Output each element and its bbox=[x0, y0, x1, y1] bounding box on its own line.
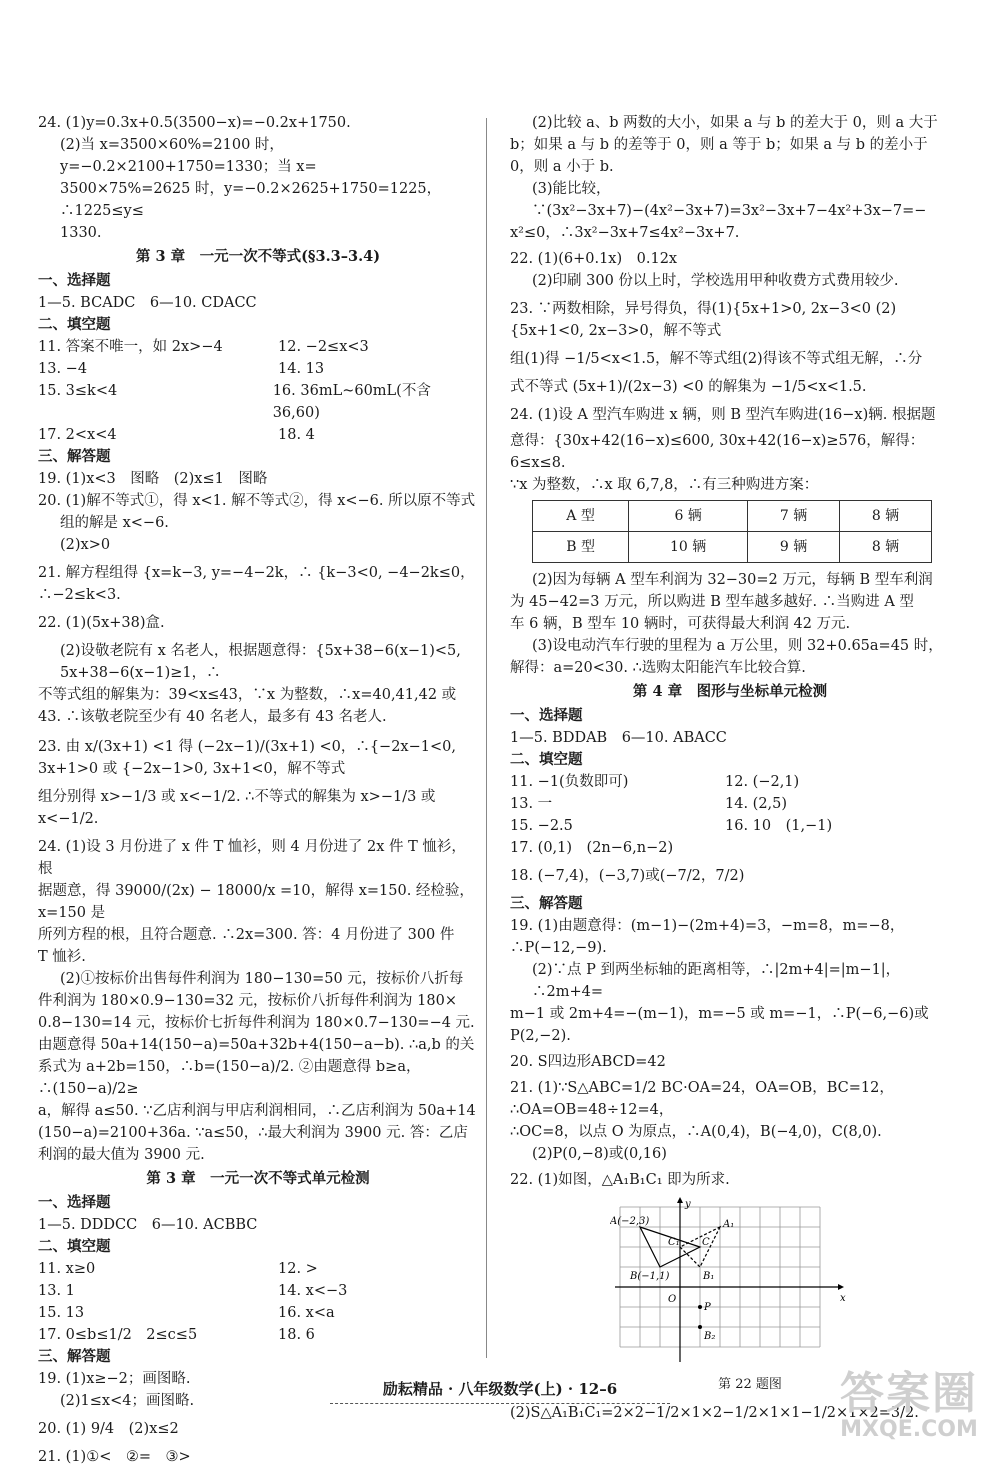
table-row bbox=[533, 532, 932, 563]
answer-line: x²≤0，∴3x²−3x+7≤4x²−3x+7. bbox=[510, 225, 740, 241]
section-heading: 三、解答题 bbox=[38, 448, 111, 465]
chapter-title: 第 3 章 一元一次不等式单元检测 bbox=[146, 1170, 370, 1187]
fill-answer: 13. 一 bbox=[510, 796, 553, 812]
answer-line: 18. (−7,4)，(−3,7)或(−7/2，7/2) bbox=[510, 868, 745, 884]
watermark-logo: 答案圈 bbox=[840, 1368, 978, 1419]
chapter-title: 第 3 章 一元一次不等式(§3.3–3.4) bbox=[135, 248, 381, 265]
fill-answer: 13. 1 bbox=[38, 1283, 75, 1299]
fill-answer: 17. 0≤b≤1/2 2≤c≤5 bbox=[38, 1327, 198, 1343]
table-cell: 8 辆 bbox=[840, 532, 932, 563]
answer-line: 22. (1)(5x+38)盒. bbox=[38, 615, 165, 631]
answer-line: 利润的最大值为 3900 元. bbox=[38, 1147, 205, 1163]
answer-line: 22. (1)(6+0.1x) 0.12x bbox=[510, 251, 678, 267]
answer-line: 21. (1)①< ②= ③> bbox=[38, 1449, 191, 1465]
point-b2-label: B₂ bbox=[704, 1331, 716, 1342]
answer-line: 1330. bbox=[60, 225, 102, 241]
fill-answer: 11. −1(负数即可) bbox=[510, 774, 629, 790]
answer-line: 组(1)得 −1/5<x<1.5，解不等式组(2)得该不等式组无解，∴分 bbox=[510, 351, 923, 367]
answer-line: 24. (1)设 A 型汽车购进 x 辆，则 B 型汽车购进(16−x)辆. 根据题 bbox=[510, 407, 936, 423]
figure-22 bbox=[610, 1197, 950, 1396]
answer-line: 车 6 辆，B 型车 10 辆时，可获得最大利润 42 万元. bbox=[510, 616, 851, 632]
answer-line: (2)S△A₁B₁C₁=2×2−1/2×1×2−1/2×1×1−1/2×1×2=3/2. bbox=[510, 1405, 919, 1421]
fill-row bbox=[38, 336, 478, 358]
table-cell: A 型 bbox=[533, 501, 629, 532]
fill-answer: 14. (2,5) bbox=[725, 796, 788, 812]
chapter-title: 第 4 章 图形与坐标单元检测 bbox=[632, 683, 828, 700]
answer-line: 件利润为 180×0.9−130=32 元，按标价八折每件利润为 180× bbox=[38, 993, 457, 1009]
point-p bbox=[698, 1305, 702, 1309]
answer-line: (2)印刷 300 份以上时，学校选用甲种收费方式费用较少. bbox=[532, 273, 899, 289]
answer-line: 20. S四边形ABCD=42 bbox=[510, 1054, 666, 1070]
fill-answer: 15. 3≤k<4 bbox=[38, 383, 118, 399]
fill-row bbox=[510, 771, 950, 793]
fill-answer: 16. x<a bbox=[278, 1305, 335, 1321]
answer-line: a，解得 a≤50. ∵乙店利润与甲店利润相同，∴乙店利润为 50a+14 bbox=[38, 1103, 476, 1119]
answer-line: (2)因为每辆 A 型车利润为 32−30=2 万元，每辆 B 型车利润 bbox=[532, 572, 933, 588]
watermark bbox=[840, 1369, 978, 1441]
answer-line: 1—5. BDDAB 6—10. ABACC bbox=[510, 730, 727, 746]
answer-line: (3)能比较，∵(3x²−3x+7)−(4x²−3x+7)=3x²−3x+7−4x²+3x−7=− bbox=[532, 181, 927, 219]
answer-line: 17. (0,1) (2n−6,n−2) bbox=[510, 840, 674, 856]
answer-line: (2)比较 a、b 两数的大小，如果 a 与 b 的差大于 0，则 a 大于 bbox=[532, 115, 938, 131]
section-heading: 二、填空题 bbox=[510, 751, 583, 768]
section-heading: 一、选择题 bbox=[510, 707, 583, 724]
answer-line: (2)①按标价出售每件利润为 180−130=50 元，按标价八折每 bbox=[60, 971, 464, 987]
fill-answer: 15. 13 bbox=[38, 1305, 85, 1321]
answer-line: 0，则 a 小于 b. bbox=[510, 159, 614, 175]
point-c1-label: C₁ bbox=[668, 1237, 680, 1248]
fill-answer: 17. 2<x<4 bbox=[38, 427, 117, 443]
column-divider bbox=[486, 118, 487, 1358]
x-axis-label: x bbox=[840, 1293, 846, 1304]
fill-answer: 15. −2.5 bbox=[510, 818, 573, 834]
fill-row bbox=[38, 1280, 478, 1302]
table-cell: B 型 bbox=[533, 532, 629, 563]
fill-answer: 18. 6 bbox=[278, 1327, 315, 1343]
answer-line: 20. (1)解不等式①，得 x<1. 解不等式②，得 x<−6. 所以原不等式 bbox=[38, 493, 476, 509]
x-axis-arrow bbox=[838, 1284, 844, 1290]
answer-line: 22. (1)如图，△A₁B₁C₁ 即为所求. bbox=[510, 1172, 730, 1188]
section-heading: 三、解答题 bbox=[510, 895, 583, 912]
answer-line: 解得：a=20<30. ∴选购太阳能汽车比较合算. bbox=[510, 660, 806, 676]
answer-line: 21. (1)∵S△ABC=1/2 BC·OA=24，OA=OB，BC=12，∴OA=OB=48÷12=4， bbox=[510, 1080, 894, 1118]
y-axis-arrow bbox=[677, 1197, 683, 1203]
answer-line: (2)x>0 bbox=[60, 537, 111, 553]
fill-answer: 13. −4 bbox=[38, 361, 88, 377]
page-footer: 励耘精品 · 八年级数学(上) · 12–6 bbox=[382, 1380, 618, 1398]
table-row bbox=[533, 501, 932, 532]
fill-answer: 11. 答案不唯一，如 2x>−4 bbox=[38, 339, 223, 355]
footer-rule bbox=[330, 1403, 670, 1404]
fill-answer: 12. −2≤x<3 bbox=[278, 339, 369, 355]
left-column bbox=[38, 112, 478, 1468]
point-a1-label: A₁ bbox=[723, 1219, 735, 1230]
answer-line: 3500×75%=2625 时，y=−0.2×2625+1750=1225，∴1225≤y≤ bbox=[60, 181, 442, 219]
fill-row bbox=[510, 815, 950, 837]
answer-line: (2)∵点 P 到两坐标轴的距离相等，∴|2m+4|=|m−1|，∴2m+4= bbox=[532, 962, 901, 1000]
table-cell: 10 辆 bbox=[629, 532, 748, 563]
section-heading: 二、填空题 bbox=[38, 316, 111, 333]
table-cell: 9 辆 bbox=[748, 532, 840, 563]
fill-row bbox=[38, 380, 478, 424]
answer-line: 组的解是 x<−6. bbox=[60, 515, 169, 531]
fill-answer: 16. 36mL~60mL(不含 36,60) bbox=[272, 383, 431, 421]
section-heading: 一、选择题 bbox=[38, 272, 111, 289]
answer-line: 式不等式 (5x+1)/(2x−3) <0 的解集为 −1/5<x<1.5. bbox=[510, 379, 867, 395]
answer-line: 24. (1)设 3 月份进了 x 件 T 恤衫，则 4 月份进了 2x 件 T 恤衫，根 bbox=[38, 839, 466, 877]
answer-line: (2)设敬老院有 x 名老人，根据题意得：{5x+38−6(x−1)<5, 5x+38−6(x−1)≥1，∴ bbox=[60, 643, 461, 681]
fill-answer: 16. 10 (1,−1) bbox=[725, 818, 833, 834]
answer-line: 系式为 a+2b=150，∴b=(150−a)/2. ②由题意得 b≥a，∴(150−a)/2≥ bbox=[38, 1059, 421, 1097]
fill-row bbox=[38, 1302, 478, 1324]
point-b-label: B(−1,1) bbox=[630, 1271, 670, 1282]
origin-label: O bbox=[668, 1294, 677, 1305]
answer-line: (2)P(0,−8)或(0,16) bbox=[532, 1146, 667, 1162]
point-p-label: P bbox=[704, 1302, 711, 1313]
answer-line: (2)当 x=3500×60%=2100 时，y=−0.2×2100+1750=1330；当 x= bbox=[60, 137, 317, 175]
answer-line: 所列方程的根，且符合题意. ∴2x=300. 答：4 月份进了 300 件 bbox=[38, 927, 455, 943]
fill-answer: 18. 4 bbox=[278, 427, 315, 443]
right-column bbox=[510, 112, 950, 1424]
answer-line: ∴OC=8，以点 O 为原点，∴A(0,4)，B(−4,0)，C(8,0). bbox=[510, 1124, 882, 1140]
point-b1-label: B₁ bbox=[703, 1271, 715, 1282]
answer-line: 1—5. DDDCC 6—10. ACBBC bbox=[38, 1217, 258, 1233]
coordinate-grid-figure bbox=[610, 1197, 850, 1367]
answer-line: (150−a)=2100+36a. ∵a≤50，∴最大利润为 3900 元. 答：乙店 bbox=[38, 1125, 468, 1141]
answer-line: 19. (1)x≥−2；画图略. bbox=[38, 1371, 191, 1387]
table-cell: 8 辆 bbox=[840, 501, 932, 532]
fill-row bbox=[38, 358, 478, 380]
answer-line: 组分别得 x>−1/3 或 x<−1/2. ∴不等式的解集为 x>−1/3 或 x<−1/2. bbox=[38, 789, 436, 827]
answer-line: 1—5. BCADC 6—10. CDACC bbox=[38, 295, 257, 311]
answer-line: ∵x 为整数，∴x 取 6,7,8，∴有三种购进方案： bbox=[510, 477, 819, 493]
fill-answer: 11. x≥0 bbox=[38, 1261, 96, 1277]
point-a-label: A(−2,3) bbox=[610, 1216, 650, 1227]
answer-line: m−1 或 2m+4=−(m−1)，m=−5 或 m=−1，∴P(−6,−6)或 P(2,−2). bbox=[510, 1006, 929, 1044]
answer-line: 意得：{30x+42(16−x)≤600, 30x+42(16−x)≥576，解得：6≤x≤8. bbox=[510, 433, 925, 471]
section-heading: 三、解答题 bbox=[38, 1348, 111, 1365]
fill-answer: 14. 13 bbox=[278, 361, 325, 377]
answer-line: 23. ∵两数相除，异号得负，得(1){5x+1>0, 2x−3<0 (2){5x+1<0, 2x−3>0，解不等式 bbox=[510, 301, 897, 339]
watermark-url: MXQE.COM bbox=[840, 1417, 978, 1442]
answer-line: (3)设电动汽车行驶的里程为 a 万公里，则 32+0.65a=45 时， bbox=[532, 638, 943, 654]
purchase-plan-table bbox=[532, 500, 932, 563]
answer-line: 19. (1)由题意得：(m−1)−(2m+4)=3，−m=8，m=−8，∴P(−12,−9). bbox=[510, 918, 905, 956]
fill-row bbox=[510, 793, 950, 815]
answer-line: 43. ∴该敬老院至少有 40 名老人，最多有 43 名老人. bbox=[38, 709, 387, 725]
point-c-label: C bbox=[702, 1237, 710, 1248]
fill-answer: 12. > bbox=[278, 1261, 318, 1277]
fill-row bbox=[38, 1258, 478, 1280]
answer-line: 19. (1)x<3 图略 (2)x≤1 图略 bbox=[38, 471, 268, 487]
table-cell: 7 辆 bbox=[748, 501, 840, 532]
answer-line: 20. (1) 9/4 (2)x≤2 bbox=[38, 1421, 179, 1437]
answer-line: 23. 由 x/(3x+1) <1 得 (−2x−1)/(3x+1) <0，∴{−2x−1<0, 3x+1>0 或 {−2x−1>0, 3x+1<0，解不等式 bbox=[38, 739, 456, 777]
answer-line: 21. 解方程组得 {x=k−3, y=−4−2k，∴ {k−3<0, −4−2k≤0，∴−2≤k<3. bbox=[38, 565, 475, 603]
fill-row bbox=[38, 1324, 478, 1346]
answer-line: b；如果 a 与 b 的差等于 0，则 a 等于 b；如果 a 与 b 的差小于 bbox=[510, 137, 928, 153]
fill-answer: 14. x<−3 bbox=[278, 1283, 348, 1299]
figure-caption: 第 22 题图 bbox=[718, 1377, 782, 1392]
answer-line: (2)1≤x<4；画图略. bbox=[60, 1393, 195, 1409]
answer-line: T 恤衫. bbox=[38, 949, 86, 965]
section-heading: 二、填空题 bbox=[38, 1238, 111, 1255]
answer-line: 由题意得 50a+14(150−a)=50a+32b+4(150−a−b). ∴a,b 的关 bbox=[38, 1037, 475, 1053]
y-axis-label: y bbox=[685, 1199, 691, 1210]
section-heading: 一、选择题 bbox=[38, 1194, 111, 1211]
answer-line: 不等式组的解集为：39<x≤43，∵x 为整数，∴x=40,41,42 或 bbox=[38, 687, 457, 703]
answer-line: 24. (1)y=0.3x+0.5(3500−x)=−0.2x+1750. bbox=[38, 115, 351, 131]
table-cell: 6 辆 bbox=[629, 501, 748, 532]
answer-line: 据题意，得 39000/(2x) − 18000/x =10，解得 x=150. 经检验，x=150 是 bbox=[38, 883, 474, 921]
point-b2 bbox=[698, 1325, 702, 1329]
fill-answer: 12. (−2,1) bbox=[725, 774, 800, 790]
answer-line: 0.8−130=14 元，按标价七折每件利润为 180×0.7−130=−4 元. bbox=[38, 1015, 475, 1031]
answer-line: 为 45−42=3 万元，所以购进 B 型车越多越好. ∴当购进 A 型 bbox=[510, 594, 914, 610]
fill-row bbox=[38, 424, 478, 446]
